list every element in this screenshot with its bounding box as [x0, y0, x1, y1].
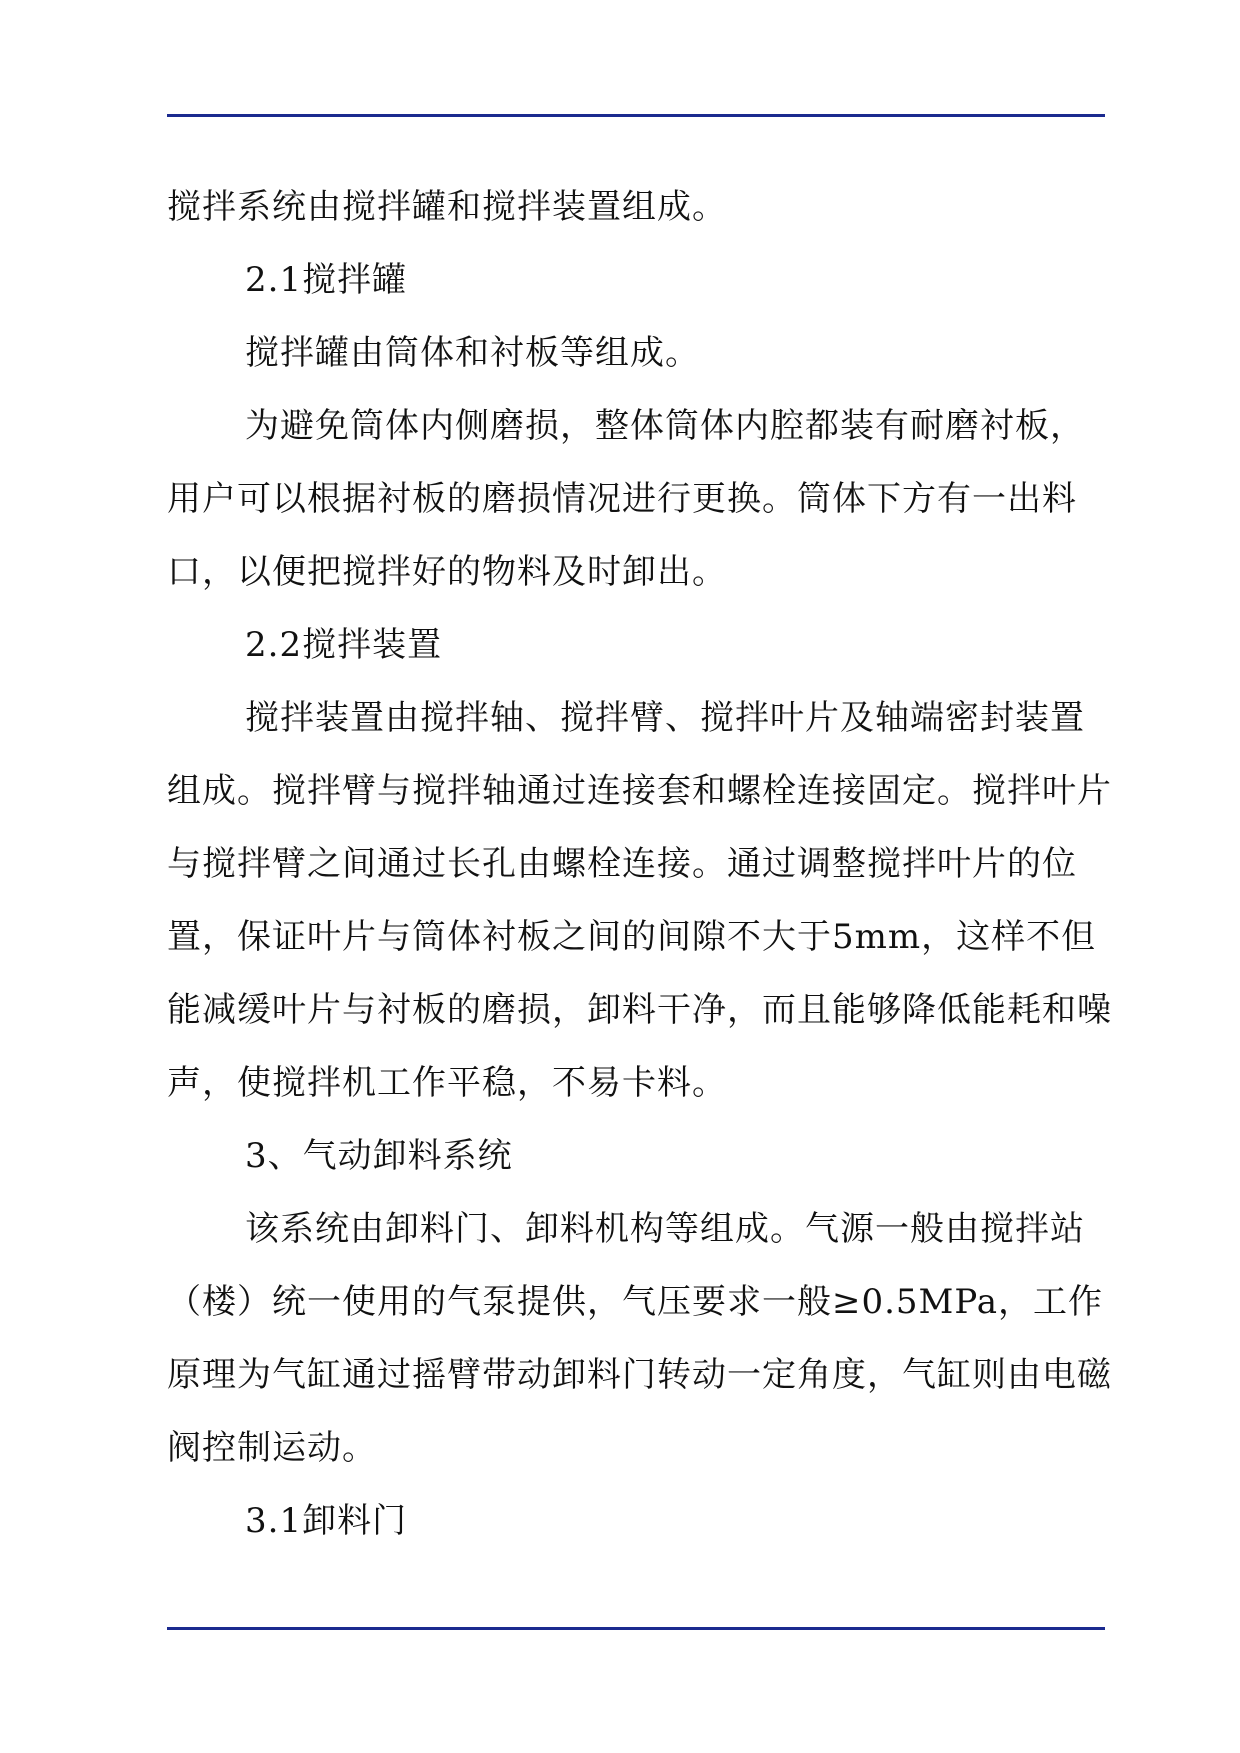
paragraph-mixing-device: 搅拌装置由搅拌轴、搅拌臂、搅拌叶片及轴端密封装置组成。搅拌臂与搅拌轴通过连接套和螺栓连接固定。搅拌叶片与搅拌臂之间通过长孔由螺栓连接。通过调整搅拌叶片的位置，保证叶片与筒体衬板之间的间隙不大于5mm，这样不但能减缓叶片与衬板的磨损，卸料干净，而且能够降低能耗和噪声，使搅拌机工作平稳，不易卡料。 — [167, 698, 1112, 1103]
footer-rule — [167, 1627, 1105, 1630]
section-heading-2-1: 2.1搅拌罐 — [245, 260, 408, 300]
document-body — [167, 171, 1112, 1558]
section-heading-3-1: 3.1卸料门 — [245, 1501, 408, 1541]
paragraph-intro: 搅拌系统由搅拌罐和搅拌装置组成。 — [167, 187, 727, 227]
paragraph-liner: 为避免筒体内侧磨损，整体筒体内腔都装有耐磨衬板，用户可以根据衬板的磨损情况进行更换。筒体下方有一出料口，以便把搅拌好的物料及时卸出。 — [167, 406, 1085, 592]
section-heading-2-2: 2.2搅拌装置 — [245, 625, 443, 665]
paragraph-mixing-tank: 搅拌罐由筒体和衬板等组成。 — [245, 333, 700, 373]
header-rule — [167, 114, 1105, 117]
section-heading-3: 3、气动卸料系统 — [245, 1136, 513, 1176]
paragraph-pneumatic-discharge: 该系统由卸料门、卸料机构等组成。气源一般由搅拌站（楼）统一使用的气泵提供，气压要求一般≥0.5MPa，工作原理为气缸通过摇臂带动卸料门转动一定角度，气缸则由电磁阀控制运动。 — [167, 1209, 1112, 1468]
